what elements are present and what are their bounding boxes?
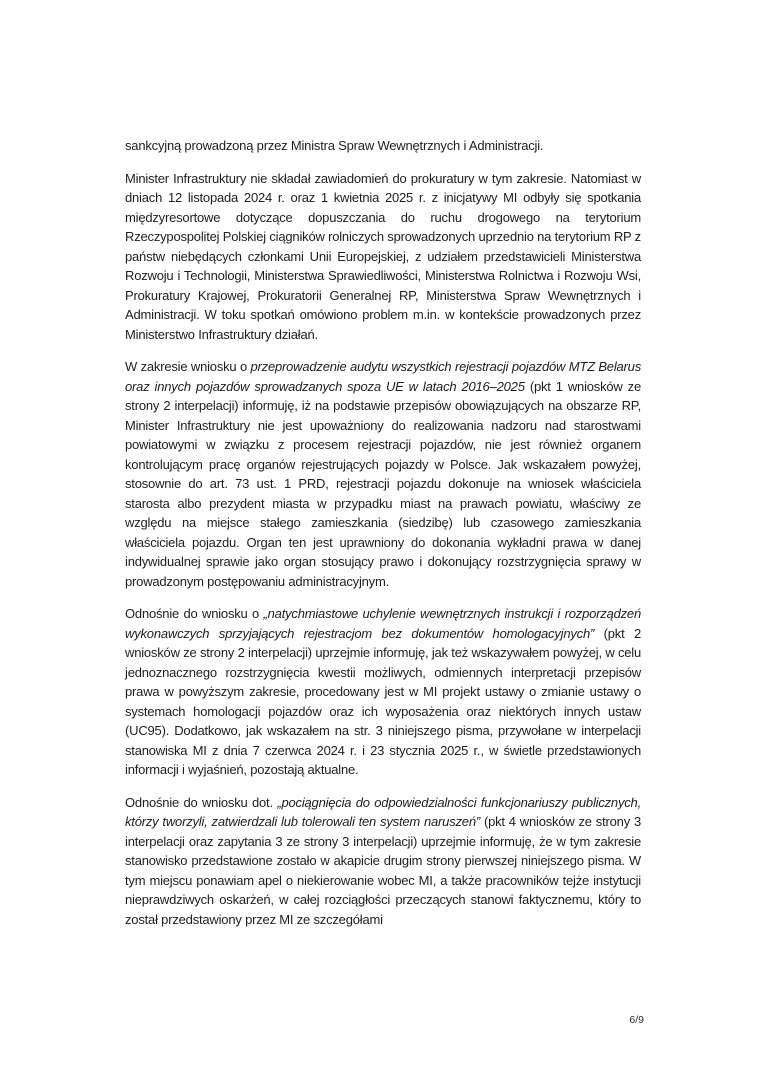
body-text: Odnośnie do wniosku dot. (125, 794, 278, 810)
body-text: (pkt 1 wniosków ze strony 2 interpelacji) informuję, iż na podstawie przepisów obowiązujących na obszarze RP, Minister Infrastruktury nie jest upoważniony do realizowania nadzoru nad starostwami powiatowymi w związku z procesem rejestracji pojazdów, nie jest również organem kontrolującym pracę organów rejestrujących pojazdy w Polsce. Jak wskazałem powyżej, stosownie do art. 73 ust. 1 PRD, rejestracji pojazdu dokonuje na wniosek właściciela starosta albo prezydent miasta w przypadku miast na prawach powiatu, właściwy ze względu na miejsce stałego zamieszkania (siedzibę) lub czasowego zamieszkania właściciela pojazdu. Organ ten jest uprawniony do dokonania wykładni prawa w danej indywidualnej sprawie jako organ stosujący prawo i dokonujący rozstrzygnięcia sprawy w prowadzonym postępowaniu administracyjnym. (125, 378, 641, 589)
body-text: (pkt 2 wniosków ze strony 2 interpelacji) uprzejmie informuję, jak też wskazywałem powyżej, w celu jednoznacznego rozstrzygnięcia kwestii możliwych, odmiennych interpretacji przepisów prawa w powyższym zakresie, procedowany jest w MI projekt ustawy o zmianie ustawy o systemach homologacji pojazdów oraz ich wyposażenia oraz niektórych innych ustaw (UC95). Dodatkowo, jak wskazałem na str. 3 niniejszego pisma, przywołane w interpelacji stanowiska MI z dnia 7 czerwca 2024 r. i 23 stycznia 2025 r., w świetle przedstawionych informacji i wyjaśnień, pozostają aktualne. (125, 625, 641, 777)
paragraph (125, 604, 641, 780)
body-text: W zakresie wniosku o (125, 359, 251, 374)
body-text: sankcyjną prowadzoną przez Ministra Spraw Wewnętrznych i Administracji. (125, 138, 544, 153)
body-text: Minister Infrastruktury nie składał zawiadomień do prokuratury w tym zakresie. Natomiast w dniach 12 listopada 2024 r. oraz 1 kwietnia 2025 r. z inicjatywy MI odbyły się spotkania międzyresortowe dotyczące dopuszczania do ruchu drogowego na terytorium Rzeczypospolitej Polskiej ciągników rolniczych sprowadzonych uprzednio na terytorium RP z państw niebędących członkami Unii Europejskiej, z udziałem przedstawicieli Ministerstwa Rozwoju i Technologii, Ministerstwa Sprawiedliwości, Ministerstwa Rolnictwa i Rozwoju Wsi, Prokuratury Krajowej, Prokuratorii Generalnej RP, Ministerstwa Spraw Wewnętrznych i Administracji. W toku spotkań omówiono problem m.in. w kontekście prowadzonych przez Ministerstwo Infrastruktury działań. (125, 170, 641, 342)
paragraph (125, 136, 641, 156)
body-text: Odnośnie do wniosku o (125, 606, 264, 621)
paragraph (125, 169, 641, 345)
body-text: (pkt 4 wniosków ze strony 3 interpelacji oraz zapytania 3 ze strony 3 interpelacji) uprzejmie informuję, że w tym zakresie stanowisko przedstawione zostało w akapicie drugim strony pierwszej niniejszego pisma. W tym miejscu ponawiam apel o niekierowanie wobec MI, a także pracowników tejże instytucji nieprawdziwych oskarżeń, w całej rozciągłości przeczących stanowi faktycznemu, który to został przedstawiony przez MI ze szczegółami (125, 814, 641, 927)
paragraph (125, 357, 641, 591)
quoted-request-text: „natychmiastowe uchylenie wewnętrznych instrukcji i rozporządzeń wykonawczych sprzyjających rejestracjom bez dokumentów homologacyjnych” (125, 606, 641, 641)
document-body (125, 136, 641, 929)
quoted-request-text: przeprowadzenie audytu wszystkich rejestracji pojazdów MTZ Belarus oraz innych pojazdów sprowadzanych spoza UE w latach 2016–2025 (125, 359, 641, 394)
paragraph (125, 793, 641, 930)
page-number: 6/9 (629, 1014, 644, 1026)
quoted-request-text: „pociągnięcia do odpowiedzialności funkcjonariuszy publicznych, którzy tworzyli, zatwierdzali lub tolerowali ten system naruszeń” (125, 794, 641, 829)
